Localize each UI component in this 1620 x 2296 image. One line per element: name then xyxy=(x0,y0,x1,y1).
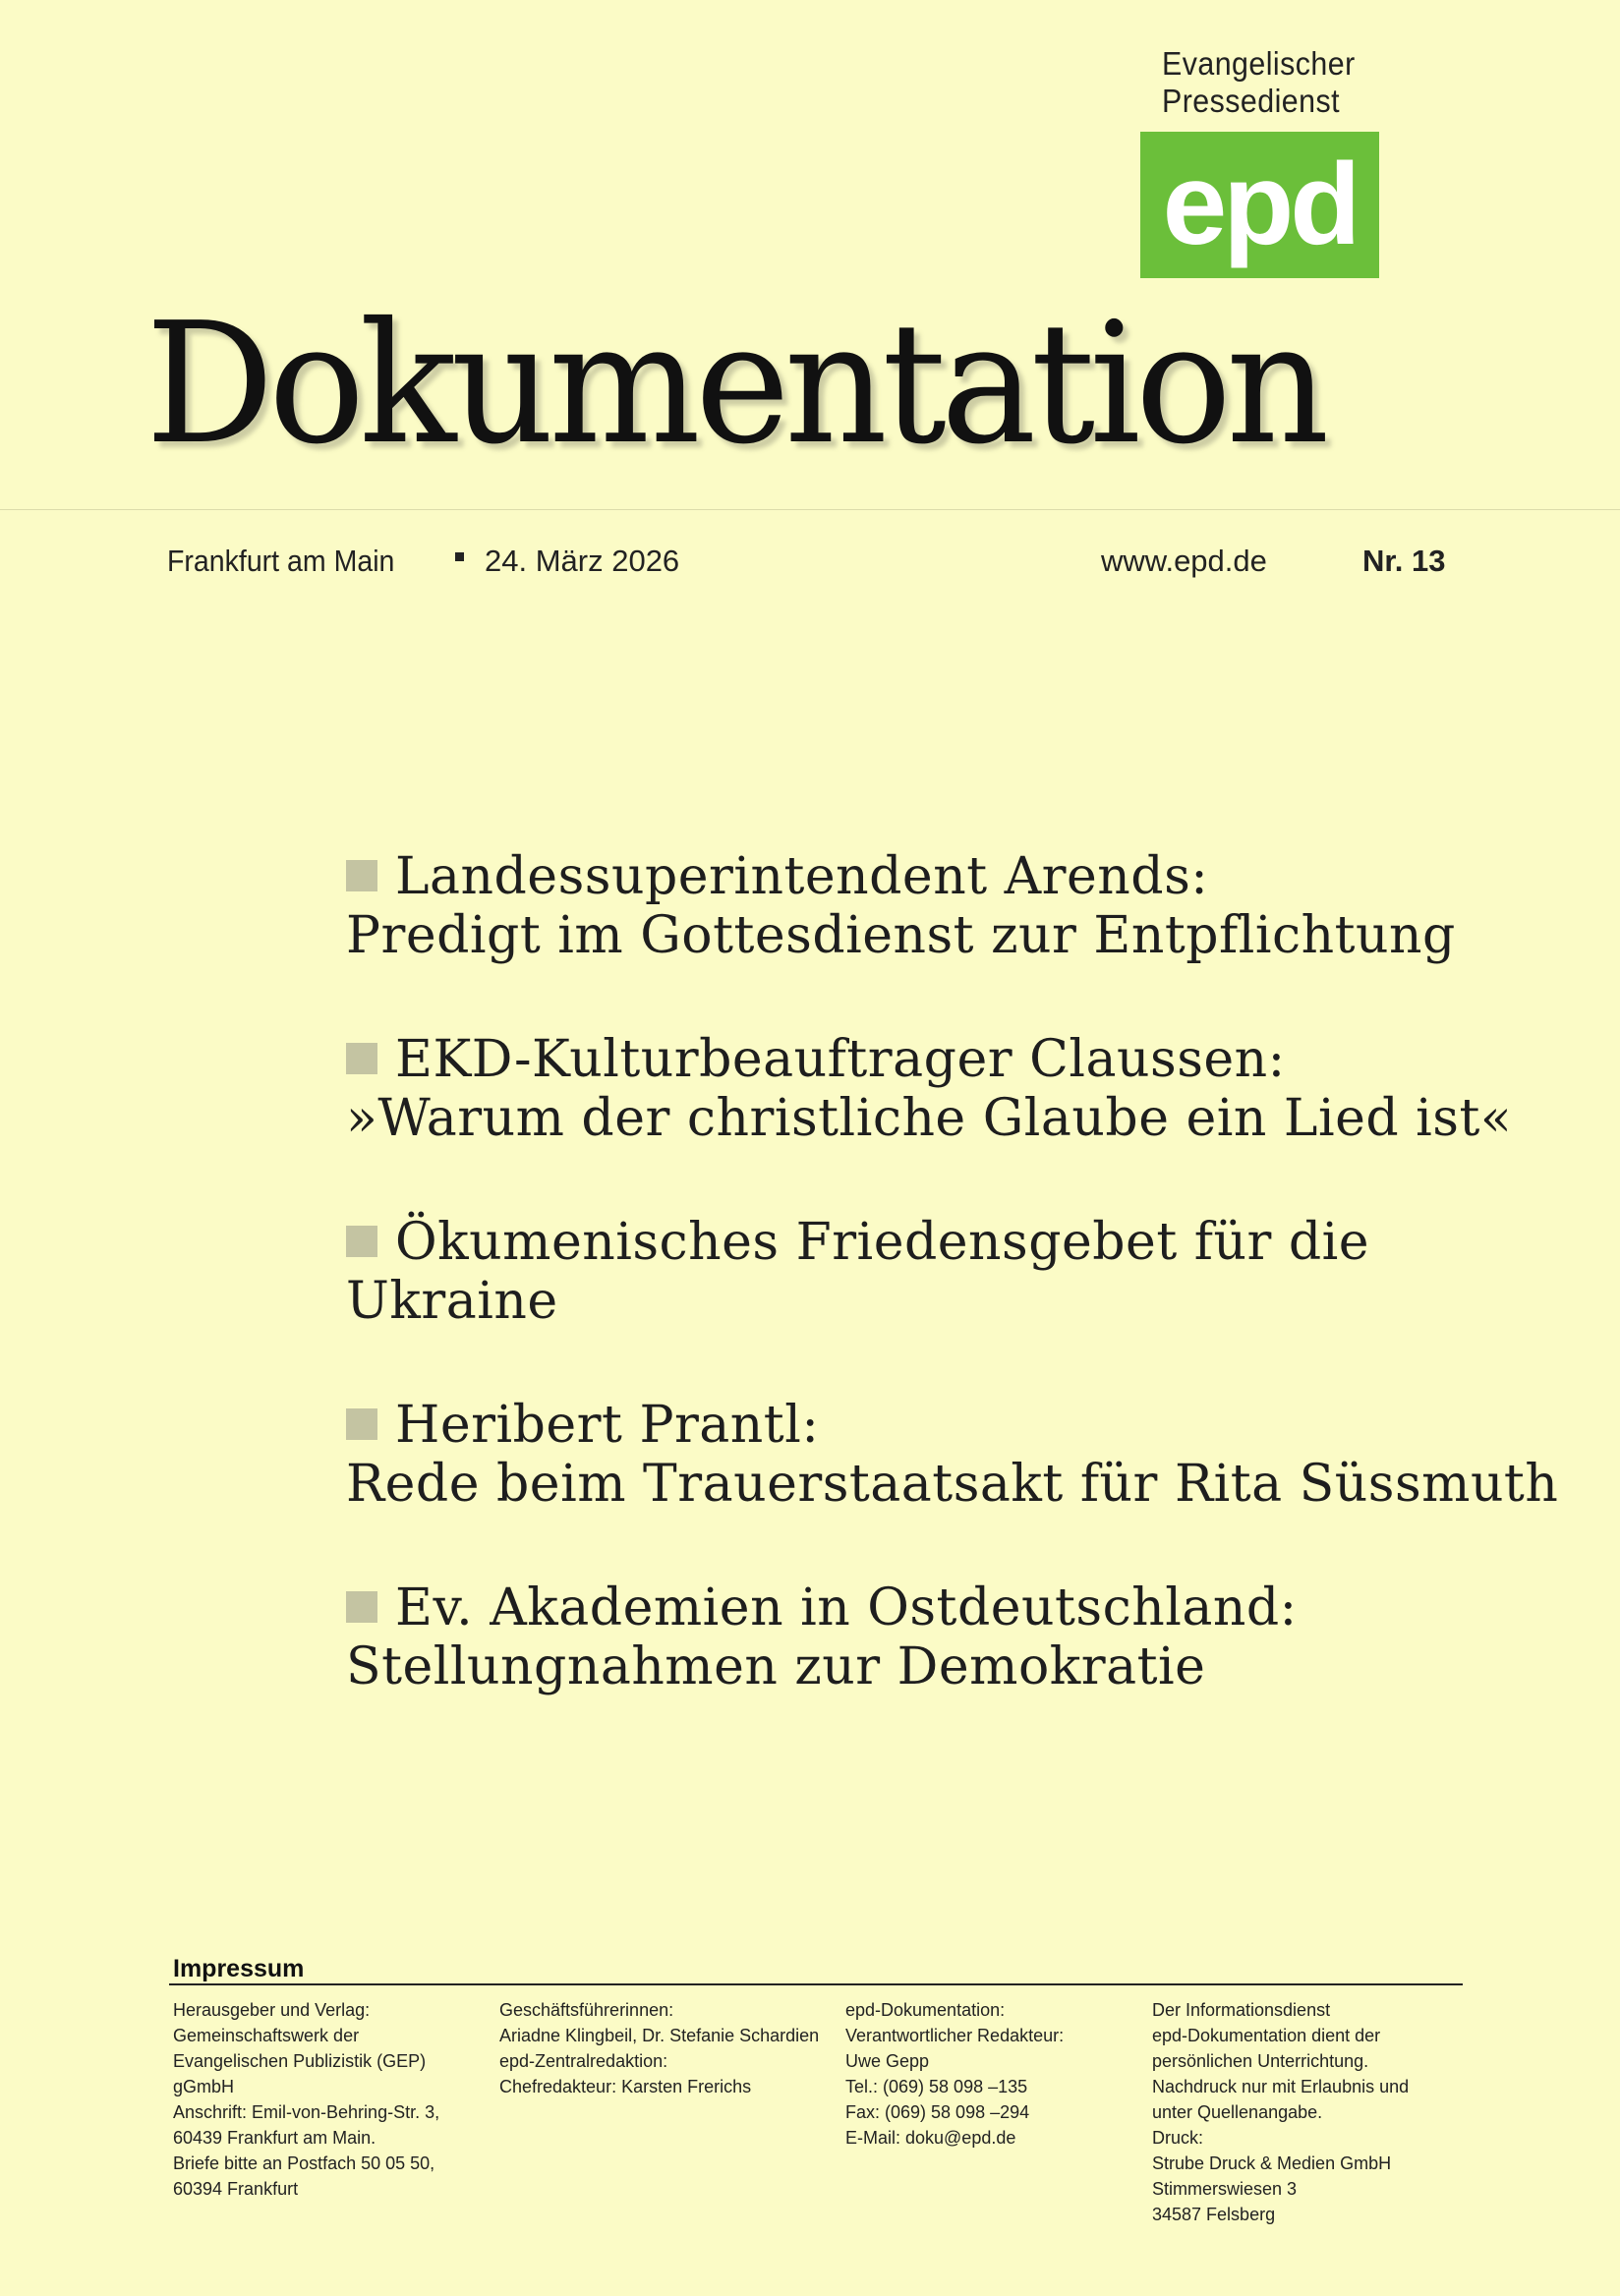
publisher-line-1: Evangelischer xyxy=(1162,45,1356,82)
impressum-column-print-info xyxy=(1152,1997,1409,2227)
impressum-column-editorial xyxy=(845,1997,1064,2151)
publisher-name xyxy=(1162,45,1356,120)
headline-item xyxy=(346,1578,1526,1696)
meta-date: 24. März 2026 xyxy=(485,544,680,578)
impressum-line: Stimmerswiesen 3 xyxy=(1152,2179,1298,2199)
impressum-line: Fax: (069) 58 098 –294 xyxy=(845,2102,1030,2122)
headline-line-2: Stellungnahmen zur Demokratie xyxy=(346,1637,1206,1696)
impressum-title: Impressum xyxy=(173,1955,305,1982)
impressum-line: gGmbH xyxy=(173,2077,235,2096)
square-bullet-icon xyxy=(346,1043,377,1074)
headline-line-2: Rede beim Trauerstaatsakt für Rita Süssmuth xyxy=(346,1455,1559,1514)
impressum-line: unter Quellenangabe. xyxy=(1152,2102,1323,2122)
impressum-line: Nachdruck nur mit Erlaubnis und xyxy=(1152,2077,1410,2096)
impressum-line: Briefe bitte an Postfach 50 05 50, xyxy=(173,2153,435,2173)
headline-line-1: EKD-Kulturbeauftrager Claussen: xyxy=(395,1030,1286,1089)
epd-logo: epd xyxy=(1140,132,1379,278)
headline-line-1: Landessuperintendent Arends: xyxy=(395,847,1209,906)
headline-item xyxy=(346,847,1526,965)
headline-line-1: Ökumenisches Friedensgebet für die xyxy=(395,1213,1370,1272)
impressum-line: Anschrift: Emil-von-Behring-Str. 3, xyxy=(173,2102,440,2122)
impressum-column-management xyxy=(499,1997,819,2099)
headline-item xyxy=(346,1396,1559,1514)
impressum-line: epd-Zentralredaktion: xyxy=(499,2051,668,2071)
headline-list xyxy=(346,847,1559,1761)
meta-issue-number: Nr. 13 xyxy=(1362,544,1446,578)
impressum-line: 60394 Frankfurt xyxy=(173,2179,299,2199)
masthead-title: Dokumentation xyxy=(145,287,1324,482)
square-bullet-icon xyxy=(346,1226,377,1257)
impressum-line: Der Informationsdienst xyxy=(1152,2000,1331,2020)
meta-place: Frankfurt am Main xyxy=(167,544,395,578)
impressum-line: Herausgeber und Verlag: xyxy=(173,2000,371,2020)
top-divider xyxy=(0,509,1620,510)
headline-line-1: Heribert Prantl: xyxy=(395,1396,820,1455)
meta-website: www.epd.de xyxy=(1101,544,1267,578)
publisher-line-2: Pressedienst xyxy=(1162,83,1341,119)
impressum-line: epd-Dokumentation: xyxy=(845,2000,1006,2020)
impressum-line: Druck: xyxy=(1152,2128,1204,2148)
impressum-line: Tel.: (069) 58 098 –135 xyxy=(845,2077,1028,2096)
headline-item xyxy=(346,1030,1526,1148)
meta-separator-bullet xyxy=(455,552,464,561)
impressum-line: persönlichen Unterrichtung. xyxy=(1152,2051,1369,2071)
impressum-line: Chefredakteur: Karsten Frerichs xyxy=(499,2077,752,2096)
impressum-line: epd-Dokumentation dient der xyxy=(1152,2026,1381,2045)
square-bullet-icon xyxy=(346,1591,377,1623)
impressum-line: Ariadne Klingbeil, Dr. Stefanie Schardien xyxy=(499,2026,820,2045)
impressum-line: 60439 Frankfurt am Main. xyxy=(173,2128,376,2148)
headline-line-1: Ev. Akademien in Ostdeutschland: xyxy=(395,1578,1298,1637)
impressum-line: Gemeinschaftswerk der xyxy=(173,2026,360,2045)
impressum-line: Verantwortlicher Redakteur: xyxy=(845,2026,1065,2045)
impressum-line: Strube Druck & Medien GmbH xyxy=(1152,2153,1392,2173)
impressum-column-publisher xyxy=(173,1997,439,2202)
headline-line-2: Ukraine xyxy=(346,1272,558,1331)
headline-line-2: Predigt im Gottesdienst zur Entpflichtung xyxy=(346,906,1456,965)
impressum-line: Evangelischen Publizistik (GEP) xyxy=(173,2051,427,2071)
headline-line-2: »Warum der christliche Glaube ein Lied ist« xyxy=(346,1089,1513,1148)
impressum-line: Uwe Gepp xyxy=(845,2051,930,2071)
square-bullet-icon xyxy=(346,860,377,891)
impressum-line: 34587 Felsberg xyxy=(1152,2205,1276,2224)
impressum-line: Geschäftsführerinnen: xyxy=(499,2000,674,2020)
headline-item xyxy=(346,1213,1526,1331)
square-bullet-icon xyxy=(346,1408,377,1440)
impressum-line: E-Mail: doku@epd.de xyxy=(845,2128,1016,2148)
impressum-divider xyxy=(169,1983,1463,1985)
